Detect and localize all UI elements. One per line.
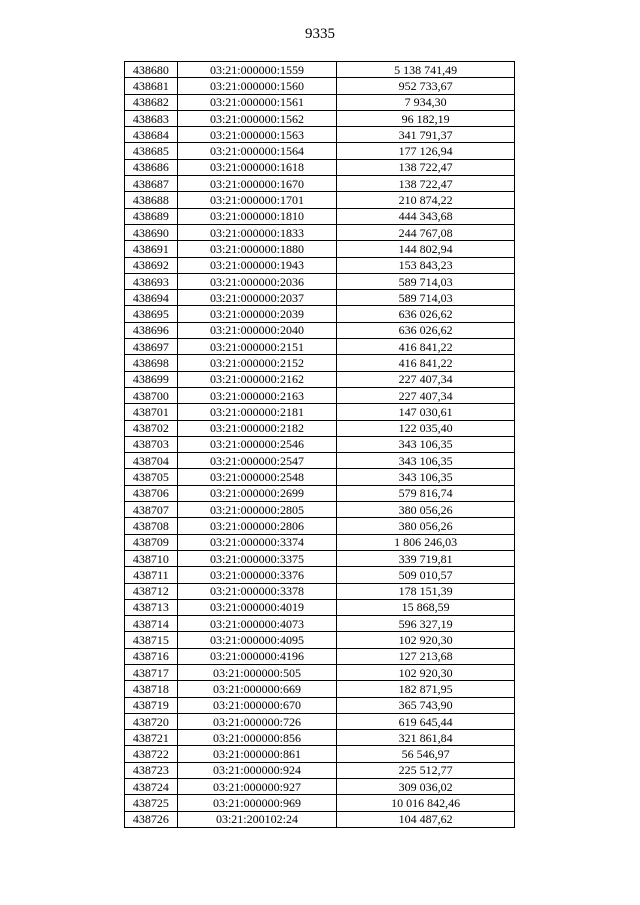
- table-row: [125, 453, 515, 469]
- cadastral-value-cell: 5 138 741,49: [337, 62, 515, 78]
- cadastral-value-cell: 104 487,62: [337, 811, 515, 827]
- row-number-cell: 438684: [125, 127, 178, 143]
- table-row: [125, 648, 515, 664]
- cadastral-number-cell: 03:21:000000:861: [177, 746, 336, 762]
- cadastral-number-cell: 03:21:000000:969: [177, 795, 336, 811]
- cadastral-number-cell: 03:21:000000:2039: [177, 306, 336, 322]
- cadastral-value-cell: 339 719,81: [337, 550, 515, 566]
- row-number-cell: 438683: [125, 110, 178, 126]
- cadastral-number-cell: 03:21:000000:2162: [177, 371, 336, 387]
- cadastral-number-cell: 03:21:000000:2163: [177, 387, 336, 403]
- cadastral-number-cell: 03:21:000000:2806: [177, 518, 336, 534]
- row-number-cell: 438708: [125, 518, 178, 534]
- cadastral-number-cell: 03:21:000000:1810: [177, 208, 336, 224]
- row-number-cell: 438687: [125, 176, 178, 192]
- row-number-cell: 438718: [125, 681, 178, 697]
- row-number-cell: 438717: [125, 664, 178, 680]
- table-row: [125, 176, 515, 192]
- cadastral-number-cell: 03:21:000000:3374: [177, 534, 336, 550]
- cadastral-value-cell: 96 182,19: [337, 110, 515, 126]
- table-row: [125, 62, 515, 78]
- cadastral-number-cell: 03:21:000000:3376: [177, 567, 336, 583]
- table-row: [125, 94, 515, 110]
- row-number-cell: 438712: [125, 583, 178, 599]
- table-row: [125, 339, 515, 355]
- table-row: [125, 159, 515, 175]
- row-number-cell: 438690: [125, 224, 178, 240]
- cadastral-number-cell: 03:21:000000:2547: [177, 453, 336, 469]
- cadastral-number-cell: 03:21:000000:924: [177, 762, 336, 778]
- cadastral-value-cell: 636 026,62: [337, 322, 515, 338]
- cadastral-value-cell: 636 026,62: [337, 306, 515, 322]
- row-number-cell: 438703: [125, 436, 178, 452]
- cadastral-value-cell: 343 106,35: [337, 469, 515, 485]
- cadastral-number-cell: 03:21:000000:2805: [177, 502, 336, 518]
- cadastral-value-cell: 177 126,94: [337, 143, 515, 159]
- cadastral-value-cell: 321 861,84: [337, 730, 515, 746]
- table-row: [125, 306, 515, 322]
- row-number-cell: 438707: [125, 502, 178, 518]
- row-number-cell: 438726: [125, 811, 178, 827]
- row-number-cell: 438698: [125, 355, 178, 371]
- cadastral-number-cell: 03:21:000000:1880: [177, 241, 336, 257]
- row-number-cell: 438693: [125, 273, 178, 289]
- cadastral-number-cell: 03:21:000000:3375: [177, 550, 336, 566]
- table-row: [125, 762, 515, 778]
- cadastral-value-cell: 444 343,68: [337, 208, 515, 224]
- row-number-cell: 438725: [125, 795, 178, 811]
- table-row: [125, 550, 515, 566]
- row-number-cell: 438697: [125, 339, 178, 355]
- cadastral-number-cell: 03:21:000000:1561: [177, 94, 336, 110]
- cadastral-number-cell: 03:21:000000:2040: [177, 322, 336, 338]
- cadastral-value-cell: 227 407,34: [337, 371, 515, 387]
- row-number-cell: 438719: [125, 697, 178, 713]
- cadastral-value-cell: 596 327,19: [337, 616, 515, 632]
- cadastral-value-cell: 380 056,26: [337, 518, 515, 534]
- row-number-cell: 438695: [125, 306, 178, 322]
- row-number-cell: 438701: [125, 404, 178, 420]
- table-row: [125, 664, 515, 680]
- table-row: [125, 534, 515, 550]
- table-row: [125, 224, 515, 240]
- cadastral-number-cell: 03:21:000000:2152: [177, 355, 336, 371]
- cadastral-number-cell: 03:21:000000:1562: [177, 110, 336, 126]
- cadastral-value-cell: 341 791,37: [337, 127, 515, 143]
- cadastral-number-cell: 03:21:000000:2181: [177, 404, 336, 420]
- table-row: [125, 730, 515, 746]
- cadastral-value-cell: 416 841,22: [337, 339, 515, 355]
- cadastral-value-cell: 589 714,03: [337, 290, 515, 306]
- cadastral-number-cell: 03:21:000000:1563: [177, 127, 336, 143]
- cadastral-number-cell: 03:21:000000:2037: [177, 290, 336, 306]
- cadastral-number-cell: 03:21:000000:1559: [177, 62, 336, 78]
- cadastral-value-cell: 178 151,39: [337, 583, 515, 599]
- cadastral-value-cell: 153 843,23: [337, 257, 515, 273]
- cadastral-value-cell: 589 714,03: [337, 273, 515, 289]
- row-number-cell: 438715: [125, 632, 178, 648]
- cadastral-value-cell: 102 920,30: [337, 632, 515, 648]
- cadastral-value-cell: 138 722,47: [337, 176, 515, 192]
- row-number-cell: 438723: [125, 762, 178, 778]
- table-row: [125, 518, 515, 534]
- table-row: [125, 322, 515, 338]
- row-number-cell: 438720: [125, 713, 178, 729]
- row-number-cell: 438682: [125, 94, 178, 110]
- cadastral-value-cell: 10 016 842,46: [337, 795, 515, 811]
- row-number-cell: 438709: [125, 534, 178, 550]
- table-row: [125, 681, 515, 697]
- cadastral-value-cell: 416 841,22: [337, 355, 515, 371]
- cadastral-value-cell: 127 213,68: [337, 648, 515, 664]
- cadastral-value-cell: 952 733,67: [337, 78, 515, 94]
- row-number-cell: 438711: [125, 567, 178, 583]
- row-number-cell: 438722: [125, 746, 178, 762]
- table-row: [125, 355, 515, 371]
- table-row: [125, 436, 515, 452]
- cadastral-number-cell: 03:21:200102:24: [177, 811, 336, 827]
- cadastral-value-cell: 56 546,97: [337, 746, 515, 762]
- cadastral-number-cell: 03:21:000000:3378: [177, 583, 336, 599]
- cadastral-number-cell: 03:21:000000:4073: [177, 616, 336, 632]
- cadastral-number-cell: 03:21:000000:4019: [177, 599, 336, 615]
- table-row: [125, 127, 515, 143]
- table-row: [125, 257, 515, 273]
- cadastral-number-cell: 03:21:000000:505: [177, 664, 336, 680]
- cadastral-number-cell: 03:21:000000:726: [177, 713, 336, 729]
- table-row: [125, 779, 515, 795]
- cadastral-value-cell: 244 767,08: [337, 224, 515, 240]
- cadastral-number-cell: 03:21:000000:2151: [177, 339, 336, 355]
- row-number-cell: 438705: [125, 469, 178, 485]
- table-row: [125, 567, 515, 583]
- row-number-cell: 438686: [125, 159, 178, 175]
- row-number-cell: 438706: [125, 485, 178, 501]
- cadastral-number-cell: 03:21:000000:670: [177, 697, 336, 713]
- cadastral-value-cell: 15 868,59: [337, 599, 515, 615]
- row-number-cell: 438694: [125, 290, 178, 306]
- table-row: [125, 502, 515, 518]
- table-row: [125, 371, 515, 387]
- table-row: [125, 110, 515, 126]
- cadastral-number-cell: 03:21:000000:1564: [177, 143, 336, 159]
- table-row: [125, 420, 515, 436]
- table-row: [125, 485, 515, 501]
- row-number-cell: 438692: [125, 257, 178, 273]
- table-row: [125, 143, 515, 159]
- cadastral-value-cell: 1 806 246,03: [337, 534, 515, 550]
- table-row: [125, 192, 515, 208]
- row-number-cell: 438680: [125, 62, 178, 78]
- cadastral-number-cell: 03:21:000000:1618: [177, 159, 336, 175]
- table-row: [125, 583, 515, 599]
- row-number-cell: 438699: [125, 371, 178, 387]
- table-row: [125, 241, 515, 257]
- row-number-cell: 438681: [125, 78, 178, 94]
- cadastral-value-cell: 343 106,35: [337, 436, 515, 452]
- cadastral-number-cell: 03:21:000000:2546: [177, 436, 336, 452]
- cadastral-number-cell: 03:21:000000:856: [177, 730, 336, 746]
- table-row: [125, 208, 515, 224]
- cadastral-number-cell: 03:21:000000:1833: [177, 224, 336, 240]
- table-body: [125, 62, 515, 828]
- row-number-cell: 438714: [125, 616, 178, 632]
- table-row: [125, 387, 515, 403]
- table-row: [125, 599, 515, 615]
- row-number-cell: 438713: [125, 599, 178, 615]
- cadastral-value-cell: 225 512,77: [337, 762, 515, 778]
- cadastral-number-cell: 03:21:000000:927: [177, 779, 336, 795]
- cadastral-number-cell: 03:21:000000:669: [177, 681, 336, 697]
- cadastral-value-cell: 365 743,90: [337, 697, 515, 713]
- row-number-cell: 438710: [125, 550, 178, 566]
- table-row: [125, 811, 515, 827]
- cadastral-number-cell: 03:21:000000:2548: [177, 469, 336, 485]
- table-row: [125, 746, 515, 762]
- cadastral-value-cell: 579 816,74: [337, 485, 515, 501]
- cadastral-value-cell: 102 920,30: [337, 664, 515, 680]
- row-number-cell: 438716: [125, 648, 178, 664]
- cadastral-value-cell: 182 871,95: [337, 681, 515, 697]
- row-number-cell: 438724: [125, 779, 178, 795]
- row-number-cell: 438696: [125, 322, 178, 338]
- table-row: [125, 469, 515, 485]
- cadastral-value-cell: 343 106,35: [337, 453, 515, 469]
- table-row: [125, 713, 515, 729]
- cadastral-value-cell: 7 934,30: [337, 94, 515, 110]
- row-number-cell: 438689: [125, 208, 178, 224]
- cadastral-value-cell: 210 874,22: [337, 192, 515, 208]
- cadastral-value-cell: 309 036,02: [337, 779, 515, 795]
- cadastral-value-cell: 122 035,40: [337, 420, 515, 436]
- table-row: [125, 404, 515, 420]
- page-number: 9335: [305, 26, 335, 42]
- table-row: [125, 632, 515, 648]
- row-number-cell: 438688: [125, 192, 178, 208]
- row-number-cell: 438702: [125, 420, 178, 436]
- cadastral-value-cell: 138 722,47: [337, 159, 515, 175]
- cadastral-number-cell: 03:21:000000:2699: [177, 485, 336, 501]
- cadastral-value-cell: 144 802,94: [337, 241, 515, 257]
- row-number-cell: 438691: [125, 241, 178, 257]
- cadastral-value-cell: 380 056,26: [337, 502, 515, 518]
- cadastral-value-cell: 619 645,44: [337, 713, 515, 729]
- row-number-cell: 438704: [125, 453, 178, 469]
- table-row: [125, 795, 515, 811]
- row-number-cell: 438721: [125, 730, 178, 746]
- cadastral-number-cell: 03:21:000000:4196: [177, 648, 336, 664]
- cadastral-number-cell: 03:21:000000:1560: [177, 78, 336, 94]
- cadastral-number-cell: 03:21:000000:4095: [177, 632, 336, 648]
- table-row: [125, 290, 515, 306]
- cadastral-value-cell: 509 010,57: [337, 567, 515, 583]
- row-number-cell: 438685: [125, 143, 178, 159]
- cadastral-number-cell: 03:21:000000:1701: [177, 192, 336, 208]
- cadastral-value-cell: 227 407,34: [337, 387, 515, 403]
- cadastral-number-cell: 03:21:000000:2182: [177, 420, 336, 436]
- table-row: [125, 697, 515, 713]
- cadastral-number-cell: 03:21:000000:2036: [177, 273, 336, 289]
- table-row: [125, 273, 515, 289]
- cadastral-number-cell: 03:21:000000:1943: [177, 257, 336, 273]
- table-row: [125, 616, 515, 632]
- row-number-cell: 438700: [125, 387, 178, 403]
- cadastral-value-cell: 147 030,61: [337, 404, 515, 420]
- table-row: [125, 78, 515, 94]
- cadastral-number-cell: 03:21:000000:1670: [177, 176, 336, 192]
- cadastral-value-table: [124, 61, 515, 828]
